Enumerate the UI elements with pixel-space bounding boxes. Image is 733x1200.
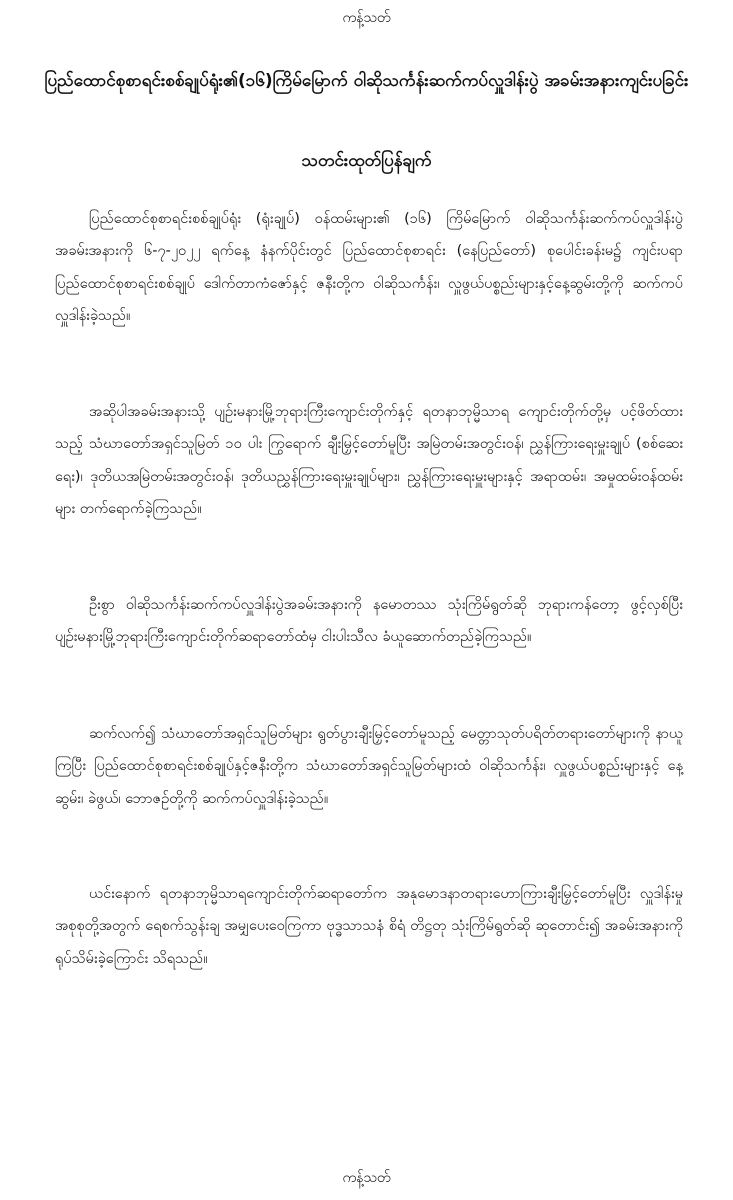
document-title: ပြည်ထောင်စုစာရင်းစစ်ချုပ်ရုံး၏(၁၆)ကြိမ်မြောက် ဝါဆိုသင်္ကန်းဆက်ကပ်လှူဒါန်းပွဲ အခမ်းအနားကျင်းပခြင်း — [44, 71, 689, 91]
body-paragraph: အဆိုပါအခမ်းအနားသို့ ပျဉ်းမနားမြို့ဘုရားကြီးကျောင်းတိုက်နှင့် ရတနာဘုမ္မိသာရ ကျောင်းတိုက်တို့မှ ပင့်ဖိတ်ထားသည့် သံဃာတော်အရှင်သူမြတ် ၁၀ ပါး ကြွရောက် ချီးမြှင့်တော်မူပြီး အမြဲတမ်းအတွင်းဝန်၊ ညွှန်ကြားရေးမှူးချုပ် (စစ်ဆေးရေး)၊ ဒုတိယအမြဲတမ်းအတွင်းဝန်၊ ဒုတိယညွှန်ကြားရေးမှူးချုပ်များ၊ ညွှန်ကြားရေးမှူးများနှင့် အရာထမ်း၊ အမှုထမ်းဝန်ထမ်းများ တက်ရောက်ခဲ့ကြသည်။ — [55, 404, 683, 518]
document-subtitle: သတင်းထုတ်ပြန်ချက် — [301, 151, 432, 171]
body-paragraph: ပြည်ထောင်စုစာရင်းစစ်ချုပ်ရုံး (ရုံးချုပ်) ဝန်ထမ်းများ၏ (၁၆) ကြိမ်မြောက် ဝါဆိုသင်္ကန်းဆက်ကပ်လှူဒါန်းပွဲအခမ်းအနားကို ၆-၇-၂၀၂၂ ရက်နေ့ နံနက်ပိုင်းတွင် ပြည်ထောင်စုစာရင်း (နေပြည်တော်) စုပေါင်းခန်းမ၌ ကျင်းပရာ ပြည်ထောင်စုစာရင်းစစ်ချုပ် ဒေါက်တာကံဇော်နှင့် ဇနီးတို့က ဝါဆိုသင်္ကန်း၊ လှူဖွယ်ပစ္စည်းများနှင့်နေ့ဆွမ်းတို့ကို ဆက်ကပ်လှူဒါန်းခဲ့သည်။ — [55, 211, 683, 325]
body-paragraph: ဦးစွာ ဝါဆိုသင်္ကန်းဆက်ကပ်လှူဒါန်းပွဲအခမ်းအနားကို နမောတဿ သုံးကြိမ်ရွတ်ဆို ဘုရားကန်တော့ ဖွင့်လှစ်ပြီး ပျဉ်းမနားမြို့ဘုရားကြီးကျောင်းတိုက်ဆရာတော်ထံမှ ငါးပါးသီလ ခံယူဆောက်တည်ခဲ့ကြသည်။ — [55, 597, 683, 646]
body-paragraph: ဆက်လက်၍ သံဃာတော်အရှင်သူမြတ်များ ရွတ်ပွားချီးမြှင့်တော်မူသည့် မေတ္တာသုတ်ပရိတ်တရားတော်များကို နာယူကြပြီး ပြည်ထောင်စုစာရင်းစစ်ချုပ်နှင့်ဇနီးတို့က သံဃာတော်အရှင်သူမြတ်များထံ ဝါဆိုသင်္ကန်း၊ လှူဖွယ်ပစ္စည်းများနှင့် နေ့ဆွမ်း၊ ခဲဖွယ်၊ ဘောဇဉ်တို့ကို ဆက်ကပ်လှူဒါန်းခဲ့သည်။ — [55, 726, 683, 807]
restricted-header-mark: ကန့်သတ် — [342, 10, 391, 26]
restricted-footer-mark: ကန့်သတ် — [342, 1170, 391, 1186]
body-paragraph: ယင်းနောက် ရတနာဘုမ္မိသာရကျောင်းတိုက်ဆရာတော်က အနုမောဒနာတရားဟောကြားချီးမြှင့်တော်မူပြီး လှူဒါန်းမှုအစုစုတို့အတွက် ရေစက်သွန်းချ အမျှပေးဝေကြကာ ဗုဒ္ဓသာသနံ စိရံ တိဋ္ဌတု သုံးကြိမ်ရွတ်ဆို ဆုတောင်း၍ အခမ်းအနားကို ရုပ်သိမ်းခဲ့ကြောင်း သိရသည်။ — [55, 886, 683, 967]
